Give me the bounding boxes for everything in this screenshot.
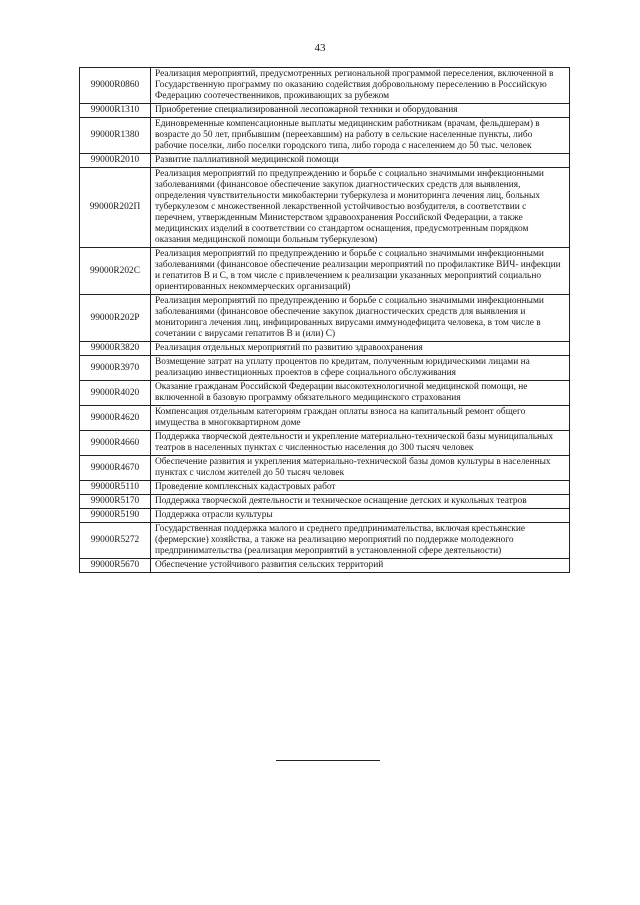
row-description: Оказание гражданам Российской Федерации высокотехнологичной медицинской помощи, не включенной в базовую программу обязательного медицинского страхования (151, 381, 570, 406)
row-description: Реализация мероприятий по предупреждению и борьбе с социально значимыми инфекционными заболеваниями (финансовое обеспечение закупок диагностических средств для выявления, определения чувствительности микобактерии туберкулеза и мониторинга лечения лиц, больных туберкулезом с множественной лекарственной устойчивостью возбудителя, в соответствии с перечнем, утвержденным Министерством здравоохранения Российской Федерации, а также медицинских изделий в соответствии со стандартом оснащения, предусмотренным порядком оказания медицинской помощи больным туберкулезом) (151, 168, 570, 248)
row-code: 99000R4620 (80, 406, 151, 431)
table-row (80, 431, 570, 456)
page-number: 43 (314, 42, 326, 54)
row-code: 99000R5110 (80, 481, 151, 495)
table-row (80, 559, 570, 573)
row-description: Обеспечение устойчивого развития сельских территорий (151, 559, 570, 573)
row-code: 99000R0860 (80, 68, 151, 104)
row-description: Поддержка отрасли культуры (151, 509, 570, 523)
row-code: 99000R3820 (80, 342, 151, 356)
row-code: 99000R2010 (80, 154, 151, 168)
table-row (80, 154, 570, 168)
table-row (80, 356, 570, 381)
table-row (80, 509, 570, 523)
row-code: 99000R1380 (80, 118, 151, 154)
table-row (80, 295, 570, 342)
table-row (80, 118, 570, 154)
row-description: Возмещение затрат на уплату процентов по кредитам, полученным юридическими лицами на реализацию инвестиционных проектов в сфере социального обслуживания (151, 356, 570, 381)
footer-divider (276, 760, 380, 761)
row-code: 99000R5170 (80, 495, 151, 509)
row-description: Реализация мероприятий по предупреждению и борьбе с социально значимыми инфекционными заболеваниями (финансовое обеспечение реализации мероприятий по профилактике ВИЧ- инфекции и гепатитов В и С, в том числе с привлечением к реализации указанных мероприятий социально ориентированных некоммерческих организаций) (151, 248, 570, 295)
table-row (80, 248, 570, 295)
row-description: Реализация мероприятий по предупреждению и борьбе с социально значимыми инфекционными заболеваниями (финансовое обеспечение закупок диагностических средств для выявления и мониторинга лечения лиц, инфицированных вирусами иммунодефицита человека, в том числе в сочетании с вирусами гепатитов В и (или) С) (151, 295, 570, 342)
row-code: 99000R4660 (80, 431, 151, 456)
table-row (80, 342, 570, 356)
row-description: Обеспечение развития и укрепления материально-технической базы домов культуры в населенных пунктах с числом жителей до 50 тысяч человек (151, 456, 570, 481)
row-description: Реализация мероприятий, предусмотренных региональной программой переселения, включенной в Государственную программу по оказанию содействия добровольному переселению в Российскую Федерацию соотечественников, проживающих за рубежом (151, 68, 570, 104)
row-code: 99000R3970 (80, 356, 151, 381)
row-description: Реализация отдельных мероприятий по развитию здравоохранения (151, 342, 570, 356)
table-body (80, 68, 570, 573)
row-code: 99000R202П (80, 168, 151, 248)
row-description: Компенсация отдельным категориям граждан оплаты взноса на капитальный ремонт общего имущества в многоквартирном доме (151, 406, 570, 431)
row-description: Поддержка творческой деятельности и укрепление материально-технической базы муниципальных театров в населенных пунктах с численностью населения до 300 тысяч человек (151, 431, 570, 456)
table-row (80, 68, 570, 104)
budget-codes-table (79, 67, 570, 573)
table-row (80, 523, 570, 559)
row-code: 99000R202С (80, 248, 151, 295)
table-row (80, 406, 570, 431)
row-description: Единовременные компенсационные выплаты медицинским работникам (врачам, фельдшерам) в возрасте до 50 лет, прибывшим (переехавшим) на работу в сельские населенные пункты, либо рабочие поселки, либо поселки городского типа, либо города с населением до 50 тыс. человек (151, 118, 570, 154)
row-description: Государственная поддержка малого и среднего предпринимательства, включая крестьянские (фермерские) хозяйства, а также на реализацию мероприятий по поддержке молодежного предпринимательства (реализация мероприятий в установленной сфере деятельности) (151, 523, 570, 559)
row-description: Проведение комплексных кадастровых работ (151, 481, 570, 495)
row-code: 99000R4670 (80, 456, 151, 481)
row-description: Развитие паллиативной медицинской помощи (151, 154, 570, 168)
table-row (80, 495, 570, 509)
row-code: 99000R5670 (80, 559, 151, 573)
table-row (80, 381, 570, 406)
table-row (80, 456, 570, 481)
row-code: 99000R1310 (80, 104, 151, 118)
row-description: Поддержка творческой деятельности и техническое оснащение детских и кукольных театров (151, 495, 570, 509)
table-row (80, 168, 570, 248)
row-code: 99000R202Р (80, 295, 151, 342)
row-code: 99000R5272 (80, 523, 151, 559)
row-code: 99000R5190 (80, 509, 151, 523)
row-code: 99000R4020 (80, 381, 151, 406)
table-row (80, 104, 570, 118)
row-description: Приобретение специализированной лесопожарной техники и оборудования (151, 104, 570, 118)
table-row (80, 481, 570, 495)
